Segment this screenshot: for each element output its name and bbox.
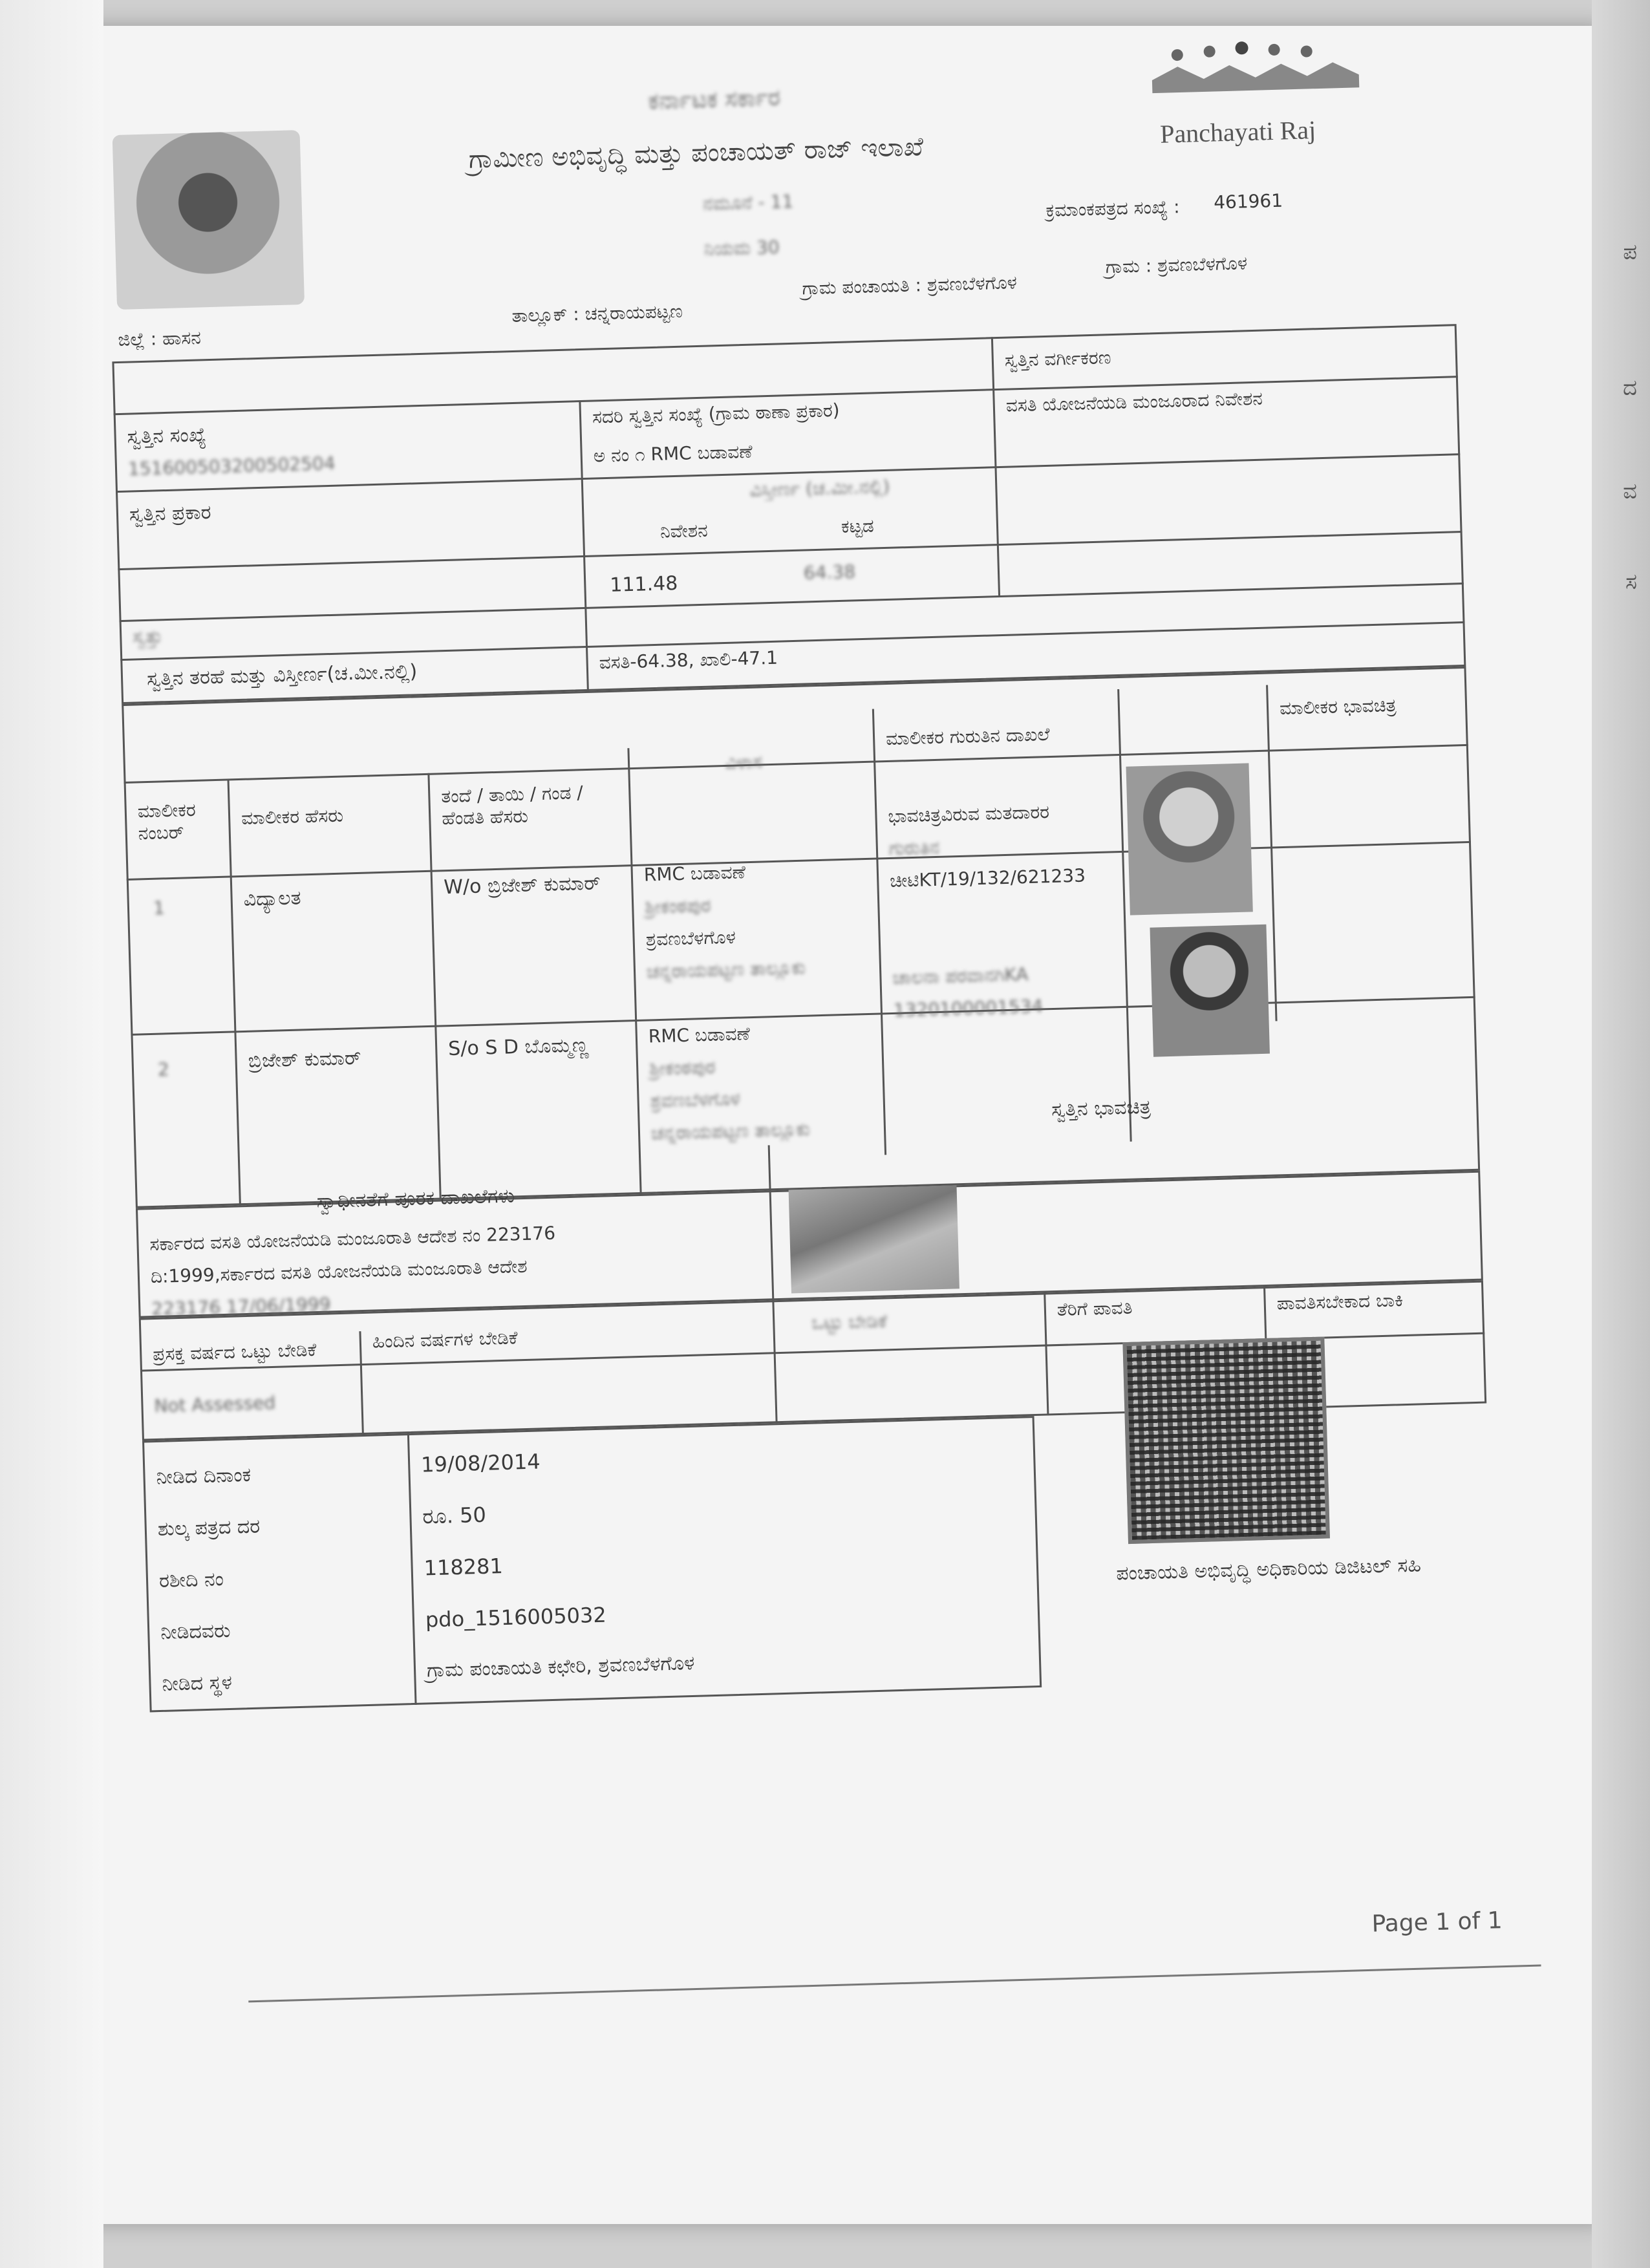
total-demand-header: ಒಟ್ಟು ಬೇಡಿಕೆ <box>811 1310 888 1334</box>
owner-1-address-line: RMC ಬಡಾವಣೆ <box>643 861 746 886</box>
document-line: ಸರ್ಕಾರದ ವಸತಿ ಯೋಜನೆಯಡಿ ಮಂಜೂರಾತಿ ಆದೇಶ ನಂ 223176 <box>149 1222 556 1256</box>
receipt-number: 118281 <box>423 1554 504 1581</box>
owner-1-photo <box>1126 763 1252 915</box>
owner-id-header: ಮಾಲೀಕರ ಗುರುತಿನ ದಾಖಲೆ <box>885 723 1050 750</box>
tax-assessment-status: Not Assessed <box>154 1391 276 1417</box>
rule-number: ನಿಯಮ 30 <box>703 236 780 260</box>
taluk: ತಾಲ್ಲೂಕ್ : ಚನ್ನರಾಯಪಟ್ಟಣ <box>511 300 683 326</box>
receipt-label: ರಶೀದಿ ನಂ <box>158 1568 224 1592</box>
issued-by: pdo_1516005032 <box>425 1602 607 1632</box>
owner-2-number: 2 <box>157 1058 170 1080</box>
certificate-number: 461961 <box>1213 189 1283 213</box>
owner-1-name: ವಿದ್ಯಾಲತ <box>243 886 301 911</box>
fee-value: ರೂ. 50 <box>422 1502 487 1529</box>
property-type-label: ಸ್ವತ್ತಿನ ಪ್ರಕಾರ <box>129 501 211 526</box>
edge-glyph: ವ <box>1623 478 1637 504</box>
owner-1-address-line: ಚನ್ನರಾಯಪಟ್ಟಣ ತಾಲ್ಲೂಕು <box>646 956 806 983</box>
owner-1-id-line: ಚೀಟಿKT/19/132/621233 <box>889 864 1086 892</box>
page-fold-shadow <box>0 0 103 2268</box>
owner-2-name: ಬ್ರಿಜೇಶ್ ಕುಮಾರ್ <box>248 1046 362 1073</box>
owner-2-relation: S/o S D ಬೊಮ್ಮಣ್ಣ <box>447 1034 589 1061</box>
issue-date-label: ನೀಡಿದ ದಿನಾಂಕ <box>156 1463 252 1490</box>
issue-place: ಗ್ರಾಮ ಪಂಚಾಯತಿ ಕಛೇರಿ, ಶ್ರವಣಬೆಳಗೊಳ <box>426 1651 695 1682</box>
fee-label: ಶುಲ್ಕ ಪತ್ರದ ದರ <box>157 1515 261 1541</box>
owner-2-address-line: ಶ್ರವಣಬೆಳಗೊಳ <box>650 1087 741 1112</box>
digital-signature-label: ಪಂಚಾಯತಿ ಅಭಿವೃದ್ಧಿ ಅಧಿಕಾರಿಯ ಡಿಜಿಟಲ್ ಸಹಿ <box>1115 1554 1422 1585</box>
tax-paid-header: ತೆರಿಗೆ ಪಾವತಿ <box>1056 1296 1133 1321</box>
usage-label: ಸ್ವತ್ತಿನ ತರಹೆ ಮತ್ತು ವಿಸ್ತೀರ್ಣ(ಚ.ಮೀ.ನಲ್ಲಿ) <box>146 660 418 690</box>
built-label: ಕಟ್ಟಡ <box>841 515 875 537</box>
site-area-value: 111.48 <box>609 572 678 597</box>
owner-number-header: ಮಾಲೀಕರ ನಂಬರ್ <box>137 798 197 844</box>
document-line: 223176 17/06/1999 <box>151 1293 331 1320</box>
usage-value: ವಸತಿ-64.38, ಖಾಲಿ-47.1 <box>599 647 778 674</box>
owner-2-photo <box>1150 925 1270 1057</box>
balance-due-header: ಪಾವತಿಸಬೇಕಾದ ಬಾಕಿ <box>1276 1289 1404 1314</box>
owner-photo-header: ಮಾಲೀಕರ ಭಾವಚಿತ್ರ <box>1279 694 1397 720</box>
document-line: ದಿ:1999,ಸರ್ಕಾರದ ವಸತಿ ಯೋಜನೆಯಡಿ ಮಂಜೂರಾತಿ ಆದೇಶ <box>150 1255 528 1288</box>
property-photo-label: ಸ್ವತ್ತಿನ ಭಾವಚಿತ್ರ <box>1051 1095 1152 1122</box>
gram-panchayat: ಗ್ರಾಮ ಪಂಚಾಯತಿ : ಶ್ರವಣಬೆಳಗೊಳ <box>802 272 1018 299</box>
edge-glyph: ದ <box>1623 375 1637 401</box>
karnataka-emblem-icon <box>112 130 305 310</box>
panchayati-raj-label: Panchayati Raj <box>1159 115 1316 149</box>
govt-title: ಕರ್ನಾಟಕ ಸರ್ಕಾರ <box>647 84 781 114</box>
owner-2-address-line: ಚನ್ನರಾಯಪಟ್ಟಣ ತಾಲ್ಲೂಕು <box>650 1118 811 1144</box>
property-number-label: ಸ್ವತ್ತಿನ ಸಂಖ್ಯೆ <box>127 423 207 449</box>
form-number: ನಮೂನೆ - 11 <box>702 190 794 215</box>
built-area-value: 64.38 <box>803 561 856 584</box>
owner-1-id-line: ಗುರುತಿನ <box>888 836 940 859</box>
district: ಜಿಲ್ಲೆ : ಹಾಸನ <box>117 326 202 350</box>
address-label: ಸದರಿ ಸ್ವತ್ತಿನ ಸಂಖ್ಯೆ (ಗ್ರಾಮ ಠಾಣಾ ಪ್ರಕಾರ) <box>592 399 841 428</box>
owner-1-address-line: ಶ್ರೀಕಂಠಪುರ <box>644 894 711 918</box>
owner-name-header: ಮಾಲೀಕರ ಹೆಸರು <box>241 804 344 829</box>
edge-glyph: ಸ <box>1625 569 1637 595</box>
property-photo <box>789 1185 959 1293</box>
property-number-value: 151600503200502504 <box>127 452 336 480</box>
previous-demand-header: ಹಿಂದಿನ ವರ್ಷಗಳ ಬೇಡಿಕೆ <box>372 1327 518 1353</box>
issued-by-label: ನೀಡಿದವರು <box>160 1619 231 1644</box>
owner-2-id-line: ಚಾಲನಾ ಪರವಾನಗಿKA <box>892 963 1029 989</box>
owner-1-id-line: ಭಾವಚಿತ್ರವಿರುವ ಮತದಾರರ <box>888 801 1050 828</box>
address-header: ವಿಳಾಸ <box>724 751 763 774</box>
owner-2-id-line: 1320100001534 <box>893 995 1044 1021</box>
edge-glyph: ಪ <box>1623 239 1637 265</box>
classification-label: ಸ್ವತ್ತಿನ ವರ್ಗೀಕರಣ <box>1004 347 1111 371</box>
village: ಗ್ರಾಮ : ಶ್ರವಣಬೆಳಗೊಳ <box>1105 252 1248 278</box>
owner-2-address-line: ಶ್ರೀಕಂಠಪುರ <box>648 1056 716 1080</box>
issue-place-label: ನೀಡಿದ ಸ್ಥಳ <box>162 1671 233 1696</box>
qr-code-icon <box>1122 1336 1330 1544</box>
property-type-value: ಸ್ವತ್ತು <box>132 625 163 648</box>
panchayati-raj-logo-icon <box>1138 36 1373 113</box>
owner-2-address-line: RMC ಬಡಾವಣೆ <box>648 1023 751 1047</box>
classification-value: ವಸತಿ ಯೋಜನೆಯಡಿ ಮಂಜೂರಾದ ನಿವೇಶನ <box>1005 387 1263 416</box>
department-title: ಗ್ರಾಮೀಣ ಅಭಿವೃದ್ಧಿ ಮತ್ತು ಪಂಚಾಯತ್ ರಾಜ್ ಇಲಾಖೆ <box>468 132 924 175</box>
page-number: Page 1 of 1 <box>1371 1907 1503 1938</box>
owner-1-address-line: ಶ್ರವಣಬೆಳಗೊಳ <box>645 926 736 950</box>
certificate-number-label: ಕ್ರಮಾಂಕಪತ್ರದ ಸಂಖ್ಯೆ : <box>1045 196 1181 221</box>
site-label: ನಿವೇಶನ <box>659 519 709 542</box>
area-label: ವಿಸ್ತೀರ್ಣ (ಚ.ಮೀ.ನಲ್ಲಿ) <box>749 475 890 501</box>
owner-1-relation: W/o ಬ್ರಿಜೇಶ್ ಕುಮಾರ್ <box>443 872 601 899</box>
issue-date: 19/08/2014 <box>420 1449 541 1477</box>
property-certificate <box>91 10 1641 2120</box>
supporting-documents-title: ಸ್ವಾಧೀನತೆಗೆ ಪೂರಕ ದಾಖಲೆಗಳು <box>316 1184 515 1213</box>
relation-header: ತಂದೆ / ತಾಯಿ / ಗಂಡ / ಹೆಂಡತಿ ಹೆಸರು <box>440 782 584 829</box>
owner-1-number: 1 <box>153 897 166 919</box>
address-value: ಅ ನಂ ೧ RMC ಬಡಾವಣೆ <box>593 440 753 467</box>
current-demand-header: ಪ್ರಸಕ್ತ ವರ್ಷದ ಒಟ್ಟು ಬೇಡಿಕೆ <box>152 1339 317 1365</box>
